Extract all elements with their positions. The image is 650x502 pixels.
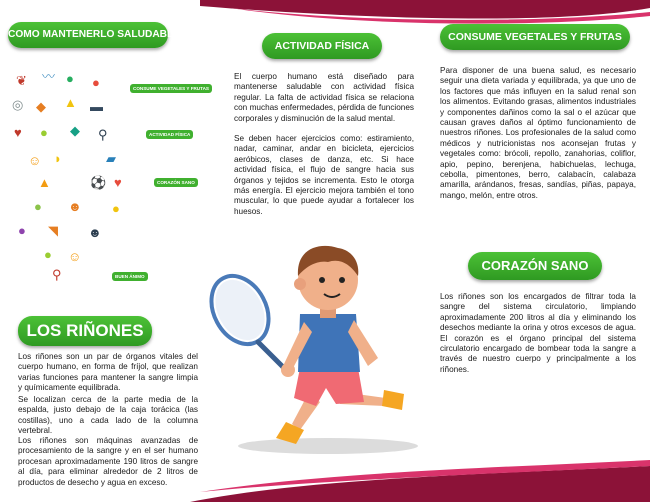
grapes-icon: ● <box>18 223 26 238</box>
heart-heading: CORAZÓN SANO <box>468 252 602 280</box>
cyclist-icon: ⚲ <box>98 127 108 142</box>
kidney-text-3: Los riñones son máquinas avanzadas de procesamiento de la sangre y en el ser humano procesan aproximadamente 190 litros de sangre al día, para eliminar alrededor de 2 litros de productos de desecho y agua en exceso. <box>18 436 198 487</box>
habit-label-mood: BUEN ÁNIMO <box>112 272 148 281</box>
vegetables-heading: CONSUME VEGETALES Y FRUTAS <box>440 24 630 50</box>
panel-left <box>0 0 210 502</box>
shoe-icon: ▰ <box>106 151 116 166</box>
happy-icon: ☺ <box>68 249 82 264</box>
carrot-icon: ◥ <box>48 223 58 238</box>
habit-label-heart: CORAZÓN SANO <box>154 178 198 187</box>
fish-icon: ◆ <box>36 99 46 114</box>
healthy-heading: COMO MANTENERLO SALUDABLE <box>8 22 168 48</box>
vegetables-text: Para disponer de una buena salud, es necesario seguir una dieta variada y equilibrada, ya que uno de los factores que más influyen en la salud renal son los alimentos. Evitando grasas, alimentos industriales y componentes dañinos como la sal o el azúcar que causan graves daños al óptimo funcionamiento de nuestros riñones. Los profesionales de la salud como médicos y nutricionistas nos aconsejan frutas y vegetales como: brócoli, repollo, zanahorias, coliflor, apio, pepino, berenjena, habichuelas, lechuga, cebolla, pimentones, berro, calabacín, calabaza amarilla, arándanos, fresas, sandías, piñas, papaya, mango, melón, entre otros. <box>440 66 636 200</box>
kidney-icon: ❦ <box>16 73 27 88</box>
panel-right <box>424 0 650 502</box>
tennis-icon: ● <box>40 125 48 140</box>
activity-text-2: Se deben hacer ejercicios como: estiramiento, nadar, caminar, andar en bicicleta, ejercicios aeróbicos, clases de danza, etc. Si hace actividad física, el flujo de sangre hacia sus órganos y tejidos se incrementa. Esto le otorga más energía. El ejercicio mejora también el tono muscular, lo que puede ayudar a fortalecer los huesos. <box>234 134 414 216</box>
habit-label-vegetables: CONSUME VEGETALES Y FRUTAS <box>130 84 212 93</box>
heart-icon: ♥ <box>114 175 122 190</box>
player-icon: ☻ <box>88 225 102 240</box>
pineapple-icon: ▲ <box>64 95 77 110</box>
pineapple2-icon: ▲ <box>38 175 51 190</box>
kidneys-heading: LOS RIÑONES <box>18 316 152 346</box>
kidney-text-1: Los riñones son un par de órganos vitales del cuerpo humano, en forma de fríjol, que realizan varias funciones para mantener la sangre limpia y químicamente equilibrada. <box>18 352 198 393</box>
soccer-icon: ⚽ <box>90 175 107 190</box>
heart-text: Los riñones son los encargados de filtrar toda la sangre del sistema circulatorio, limpiando aproximadamente 200 litros al día y eliminando los desechos mediante la orina y otros excesos de agua. El corazón es el órgano principal del sistema circulatorio encargado de bombear toda la sangre a través de nuestro cuerpo y principalmente a los riñones. <box>440 292 636 374</box>
fish2-icon: ◆ <box>70 123 80 138</box>
runner-icon: ☻ <box>68 199 82 214</box>
apple-icon: ● <box>92 75 100 90</box>
bike-icon: ⚲ <box>52 267 62 282</box>
dumbbell-icon: ▬ <box>90 99 103 114</box>
panel-middle <box>210 0 424 502</box>
habit-label-activity: ACTIVIDAD FÍSICA <box>146 130 193 139</box>
ball-icon: ● <box>44 247 52 262</box>
swimmer-icon: 〰 <box>42 69 56 84</box>
icon-collage <box>8 70 128 280</box>
banana-icon: ◗ <box>54 151 62 166</box>
tennis-boy-illustration <box>200 218 430 458</box>
lemon-icon: ● <box>112 201 120 216</box>
strawberry-icon: ♥ <box>14 125 22 140</box>
plate-icon: ◎ <box>12 97 24 112</box>
kidney-text-2: Se localizan cerca de la parte media de la espalda, justo debajo de la caja torácica (las costillas), uno a cada lado de la columna vertebral. <box>18 395 198 436</box>
fruit-icon: ● <box>66 71 74 86</box>
activity-heading: ACTIVIDAD FÍSICA <box>262 33 382 59</box>
activity-text-1: El cuerpo humano está diseñado para mantenerse saludable con actividad física regular. La falta de actividad física se relaciona con muchas enfermedades, pérdida de funciones corporales y disminución de la salud mental. <box>234 72 414 123</box>
pear-icon: ● <box>34 199 42 214</box>
smile-icon: ☺ <box>28 153 42 168</box>
